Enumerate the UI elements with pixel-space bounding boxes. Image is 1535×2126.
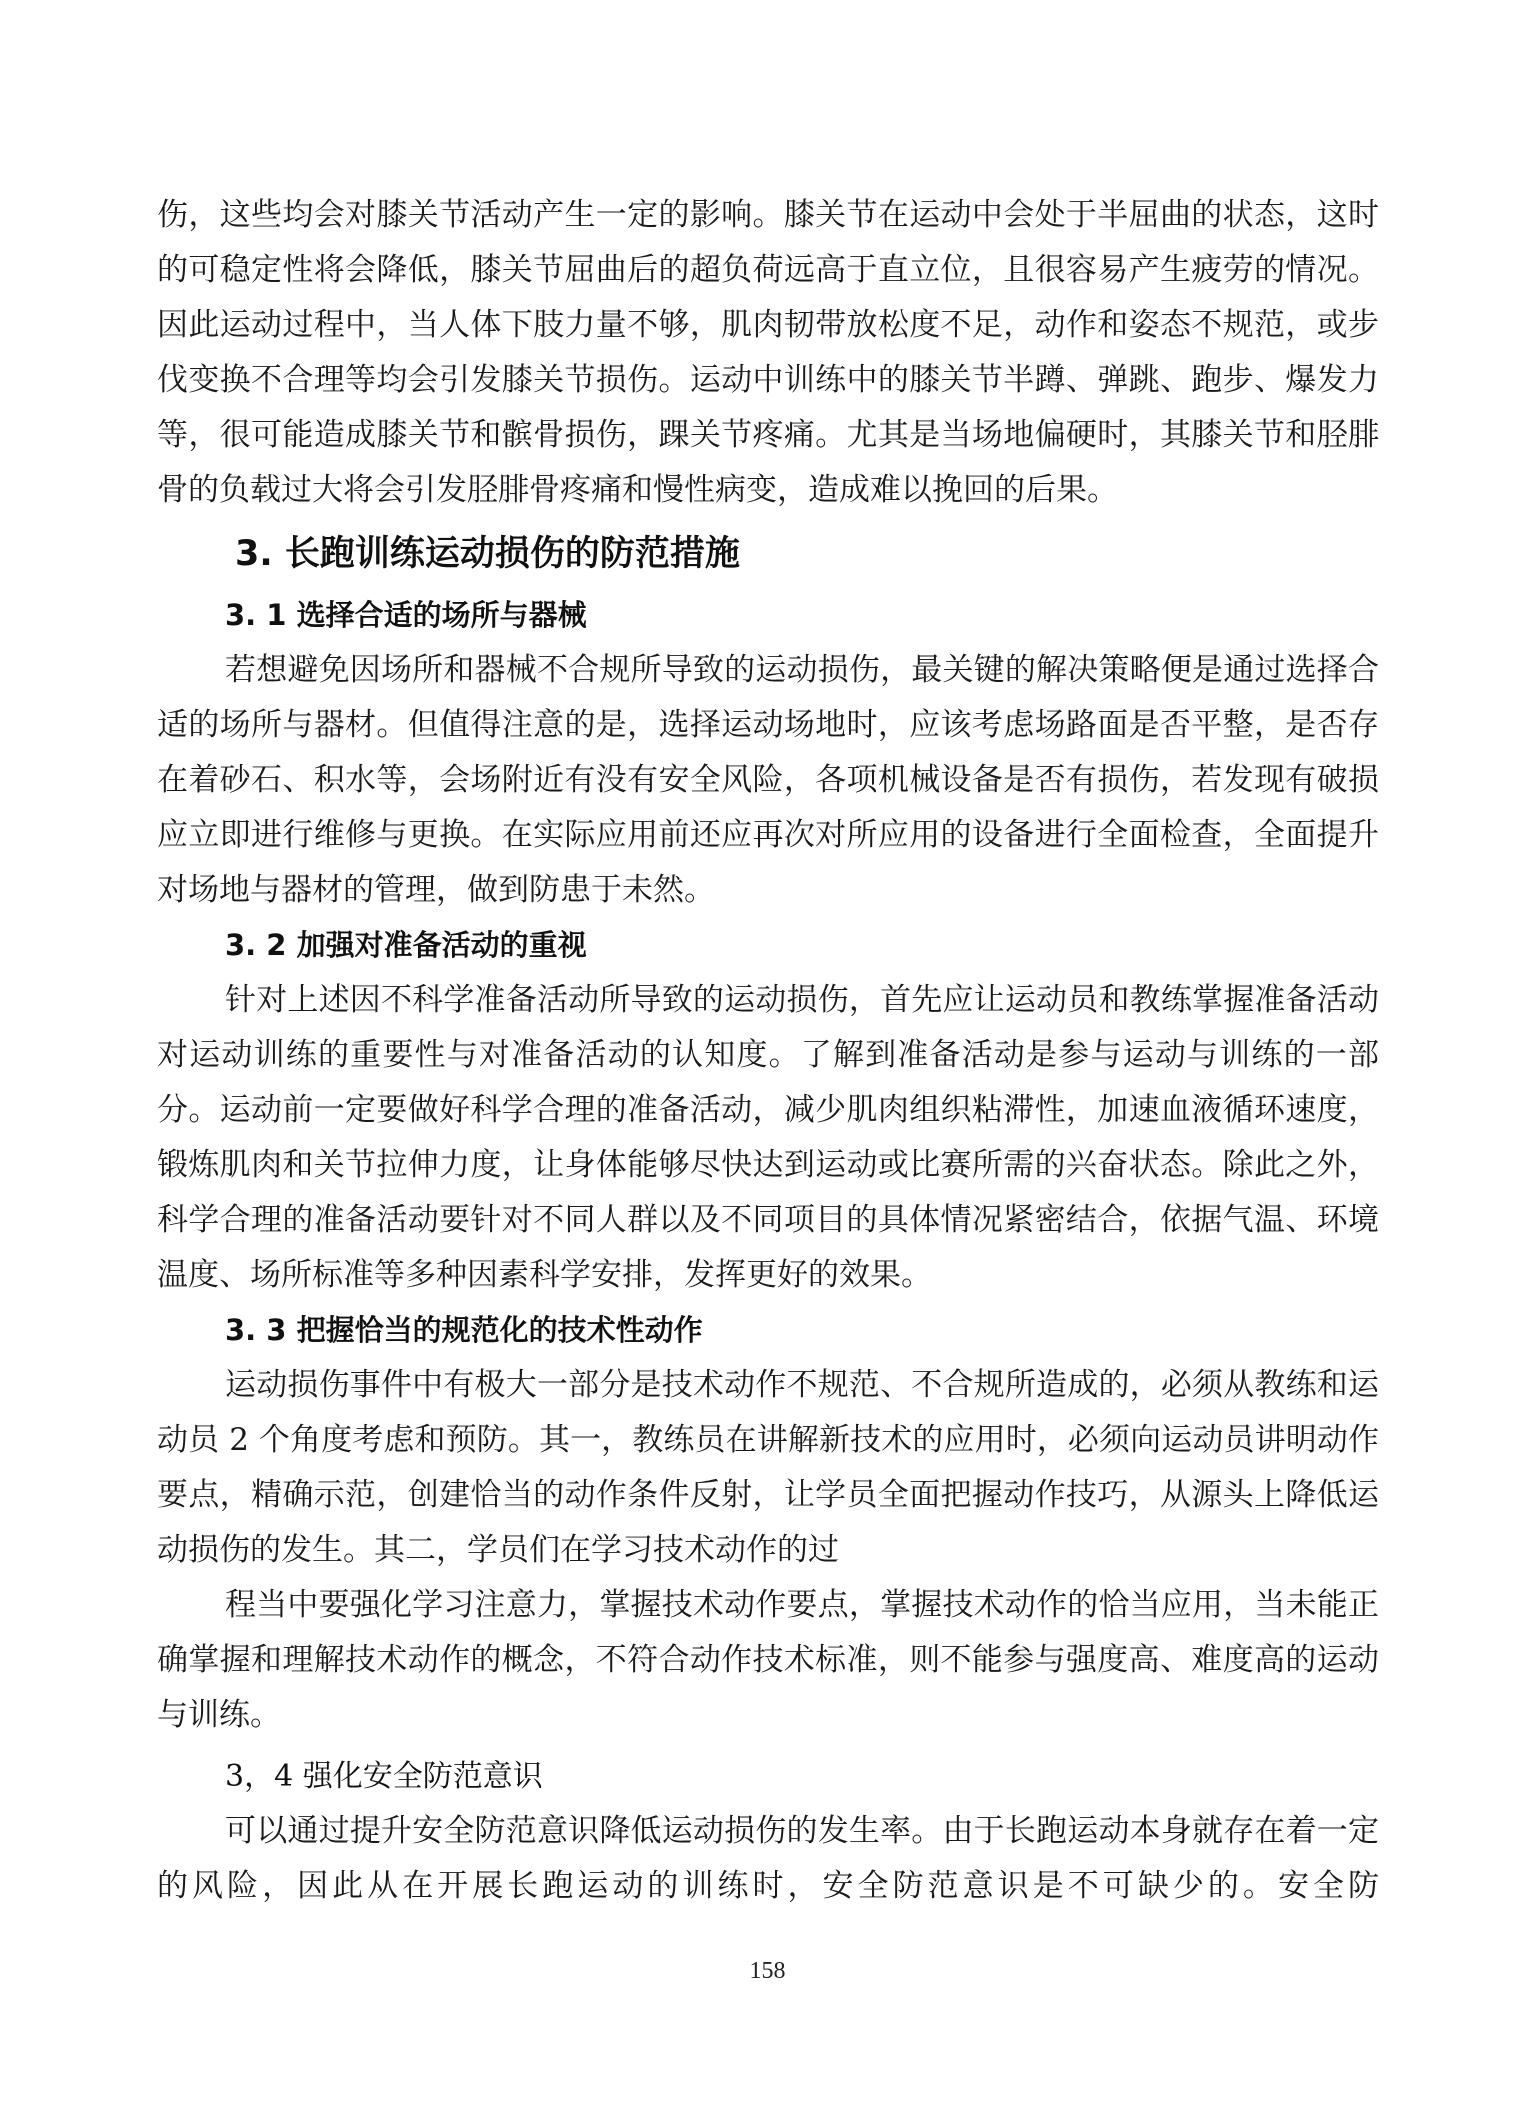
subsection-heading-3-3: 3. 3 把握恰当的规范化的技术性动作	[225, 1313, 703, 1347]
paragraph-knee-injury: 伤，这些均会对膝关节活动产生一定的影响。膝关节在运动中会处于半屈曲的状态，这时的可稳定性将会降低，膝关节屈曲后的超负荷远高于直立位，且很容易产生疲劳的情况。因此运动过程中，当人体下肢力量不够，肌肉韧带放松度不足，动作和姿态不规范，或步伐变换不合理等均会引发膝关节损伤。运动中训练中的膝关节半蹲、弹跳、跑步、爆发力等，很可能造成膝关节和髌骨损伤，踝关节疼痛。尤其是当场地偏硬时，其膝关节和胫腓骨的负载过大将会引发胫腓骨疼痛和慢性病变，造成难以挽回的后果。	[157, 197, 1379, 508]
paragraph-3-4: 可以通过提升安全防范意识降低运动损伤的发生率。由于长跑运动本身就存在着一定的风险，因此从在开展长跑运动的训练时，安全防范意识是不可缺少的。安全防	[157, 1813, 1379, 1904]
paragraph-3-3a: 运动损伤事件中有极大一部分是技术动作不规范、不合规所造成的，必须从教练和运动员 2 个角度考虑和预防。其一，教练员在讲解新技术的应用时，必须向运动员讲明动作要点，精确示范，创建恰当的动作条件反射，让学员全面把握动作技巧，从源头上降低运动损伤的发生。其二，学员们在学习技术动作的过	[157, 1367, 1379, 1568]
paragraph-3-3b: 程当中要强化学习注意力，掌握技术动作要点，掌握技术动作的恰当应用，当未能正确掌握和理解技术动作的概念，不符合动作技术标准，则不能参与强度高、难度高的运动与训练。	[157, 1587, 1379, 1733]
document-body	[157, 188, 1379, 1914]
subsection-heading-3-4: 3，4 强化安全防范意识	[225, 1759, 543, 1794]
subsection-heading-3-1: 3. 1 选择合适的场所与器械	[225, 598, 587, 632]
paragraph-3-1: 若想避免因场所和器械不合规所导致的运动损伤，最关键的解决策略便是通过选择合适的场所与器材。但值得注意的是，选择运动场地时，应该考虑场路面是否平整，是否存在着砂石、积水等，会场附近有没有安全风险，各项机械设备是否有损伤，若发现有破损应立即进行维修与更换。在实际应用前还应再次对所应用的设备进行全面检查，全面提升对场地与器材的管理，做到防患于未然。	[157, 652, 1379, 908]
paragraph-3-2: 针对上述因不科学准备活动所导致的运动损伤，首先应让运动员和教练掌握准备活动对运动训练的重要性与对准备活动的认知度。了解到准备活动是参与运动与训练的一部分。运动前一定要做好科学合理的准备活动，减少肌肉组织粘滞性，加速血液循环速度，锻炼肌肉和关节拉伸力度，让身体能够尽快达到运动或比赛所需的兴奋状态。除此之外，科学合理的准备活动要针对不同人群以及不同项目的具体情况紧密结合，依据气温、环境温度、场所标准等多种因素科学安排，发挥更好的效果。	[157, 982, 1379, 1293]
page-number: 158	[749, 1958, 786, 1984]
section-heading-3: 3. 长跑训练运动损伤的防范措施	[235, 534, 740, 574]
subsection-heading-3-2: 3. 2 加强对准备活动的重视	[225, 928, 587, 962]
